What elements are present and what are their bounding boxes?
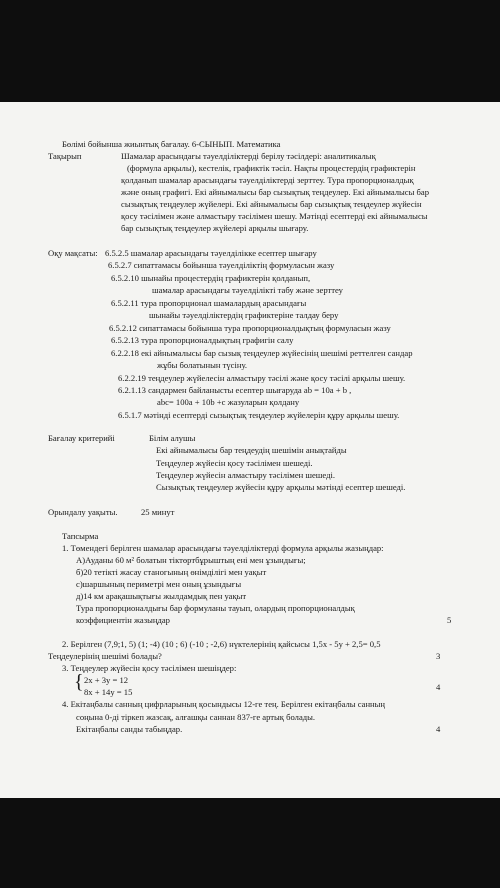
- task-1-line: коэффициентін жазыңдар: [76, 615, 170, 625]
- goal-line: 6.2.1.13 сандармен байланысты есептер шығаруда ab = 10a + b ,: [118, 385, 352, 395]
- goal-line: 6.5.2.13 тура пропорционалдықтың графигін салу: [111, 335, 294, 345]
- goal-line: abc= 100a + 10b +c жазуларын қолдану: [157, 397, 300, 407]
- goal-line: 6.5.1.7 мәтінді есептерді сызықтық теңдеулер жүйелерін құру арқылы шешу.: [118, 410, 400, 420]
- task-3-equation-1: 2x + 3y = 12: [84, 675, 129, 685]
- goal-line: 6.5.2.5 шамалар арасындағы тәуелділікке есептер шығару: [105, 248, 317, 258]
- task-3-equation-2: 8x + 14y = 15: [84, 687, 133, 697]
- task-1-line: Тура пропорционалдығы бар формуланы тауып, олардың пропорционалдық: [76, 603, 355, 613]
- time-value: 25 минут: [141, 507, 175, 517]
- task-1-line: д)14 км арақашықтығы жылдамдық пен уақыт: [76, 591, 247, 601]
- criteria-line: Теңдеулер жүйесін қосу тәсілімен шешеді.: [156, 458, 313, 468]
- goal-line: 6.2.2.18 екі айнымалысы бар сызық теңдеулер жүйесінің шешімі реттелген сандар: [111, 348, 413, 358]
- task-1-line: б)20 тетікті жасау станогының өнімділігі мен уақыт: [76, 567, 267, 577]
- criteria-line: Теңдеулер жүйесін алмастыру тәсілімен шешеді.: [156, 470, 336, 480]
- task-4-points: 4: [436, 724, 441, 734]
- goal-line: шынайы тәуелділіктердің графиктеріне талдау беру: [149, 310, 339, 320]
- task-1-points: 5: [447, 615, 452, 625]
- topic-line: және оның графигі. Екі айнымалысы бар сызықтық теңдеулер. Екі айнымалысы бар: [121, 187, 430, 197]
- goal-line: шамалар арасындағы тәуелділікті табу және зерттеу: [152, 285, 343, 295]
- task-2-points: 3: [436, 651, 441, 661]
- document-page: [0, 102, 500, 798]
- topic-line: қолданып шамалар арасындағы тәуелділіктерді зерттеу. Тура пропорционалдық: [121, 175, 414, 185]
- goal-line: 6.5.2.12 сипаттамасы бойынша тура пропорционалдықтың формуласын жазу: [109, 323, 391, 333]
- time-label: Орындалу уақыты.: [48, 507, 118, 517]
- system-brace: {: [74, 671, 84, 693]
- goal-line: 6.5.2.10 шынайы процестердің графиктерін қолданып,: [111, 273, 311, 283]
- criteria-line: Сызықтық теңдеулер жүйесін құру арқылы мәтінді есептер шешеді.: [156, 482, 406, 492]
- task-2-line: Теңдеулерінің шешімі болады?: [48, 651, 162, 661]
- goal-line: 6.2.2.19 теңдеулер жүйелесін алмастыру тәсілі және қосу тәсілі арқылы шешу.: [118, 373, 406, 383]
- criteria-label: Бағалау критерийі: [48, 433, 115, 443]
- task-3-points: 4: [436, 682, 441, 692]
- task-1-line: А)Ауданы 60 м² болатын тіктөртбұрыштың ені мен ұзындығы;: [76, 555, 306, 565]
- goals-label: Оқу мақсаты:: [48, 248, 98, 258]
- task-4-line: соңына 0-ді тіркеп жазсақ, алғашқы саннан 837-ге артық болады.: [76, 712, 316, 722]
- task-1-line: с)шаршының периметрі мен оның ұзындығы: [76, 579, 242, 589]
- topic-line: бар сызықтық теңдеулер жүйелері арқылы шығару.: [121, 223, 309, 233]
- task-1-line: 1. Төмендегі берілген шамалар арасындағы тәуелділіктерді формула арқылы жазыңдар:: [62, 543, 384, 553]
- task-2-line: 2. Берілген (7,9;1, 5) (1; -4) (10 ; 6) (-10 ; -2,6) нүктелерінің қайсысы 1,5х - 5у + 2,5= 0,5: [62, 639, 381, 649]
- topic-line: Шамалар арасындағы тәуелділіктерді берілу тәсілдері: аналитикалық: [121, 151, 376, 161]
- goal-line: 6.5.2.11 тура пропорционал шамалардың арасындағы: [111, 298, 307, 308]
- topic-line: қосу тәсілімен және алмастыру тәсілімен шешу. Мәтінді есептерді екі айнымалысы: [121, 211, 428, 221]
- topic-line: (формула арқылы), кестелік, графиктік тәсіл. Нақты процестердің графиктерін: [127, 163, 416, 173]
- topic-label: Тақырып: [48, 151, 82, 161]
- task-title: Тапсырма: [62, 531, 99, 541]
- criteria-learner: Білім алушы: [149, 433, 196, 443]
- criteria-line: Екі айнымалысы бар теңдеудің шешімін анықтайды: [156, 445, 347, 455]
- task-3-line: 3. Теңдеулер жүйесін қосу тәсілімен шешіңдер:: [62, 663, 237, 673]
- document-header: Бөлімі бойынша жиынтық бағалау. 6-СЫНЫП. Математика: [62, 139, 281, 149]
- task-4-line: 4. Екітаңбалы санның цифрларының қосындысы 12-ге тең. Берілген екітаңбалы санның: [62, 699, 386, 709]
- goal-line: 6.5.2.7 сипаттамасы бойынша тәуелділіктің формуласын жазу: [108, 260, 335, 270]
- task-4-line: Екітаңбалы санды табыңдар.: [76, 724, 183, 734]
- topic-line: сызықтық теңдеулер жүйелері. Екі айнымалысы бар сызықтық теңдеулер жүйесін: [121, 199, 422, 209]
- goal-line: жұбы болатынын түсіну.: [157, 360, 248, 370]
